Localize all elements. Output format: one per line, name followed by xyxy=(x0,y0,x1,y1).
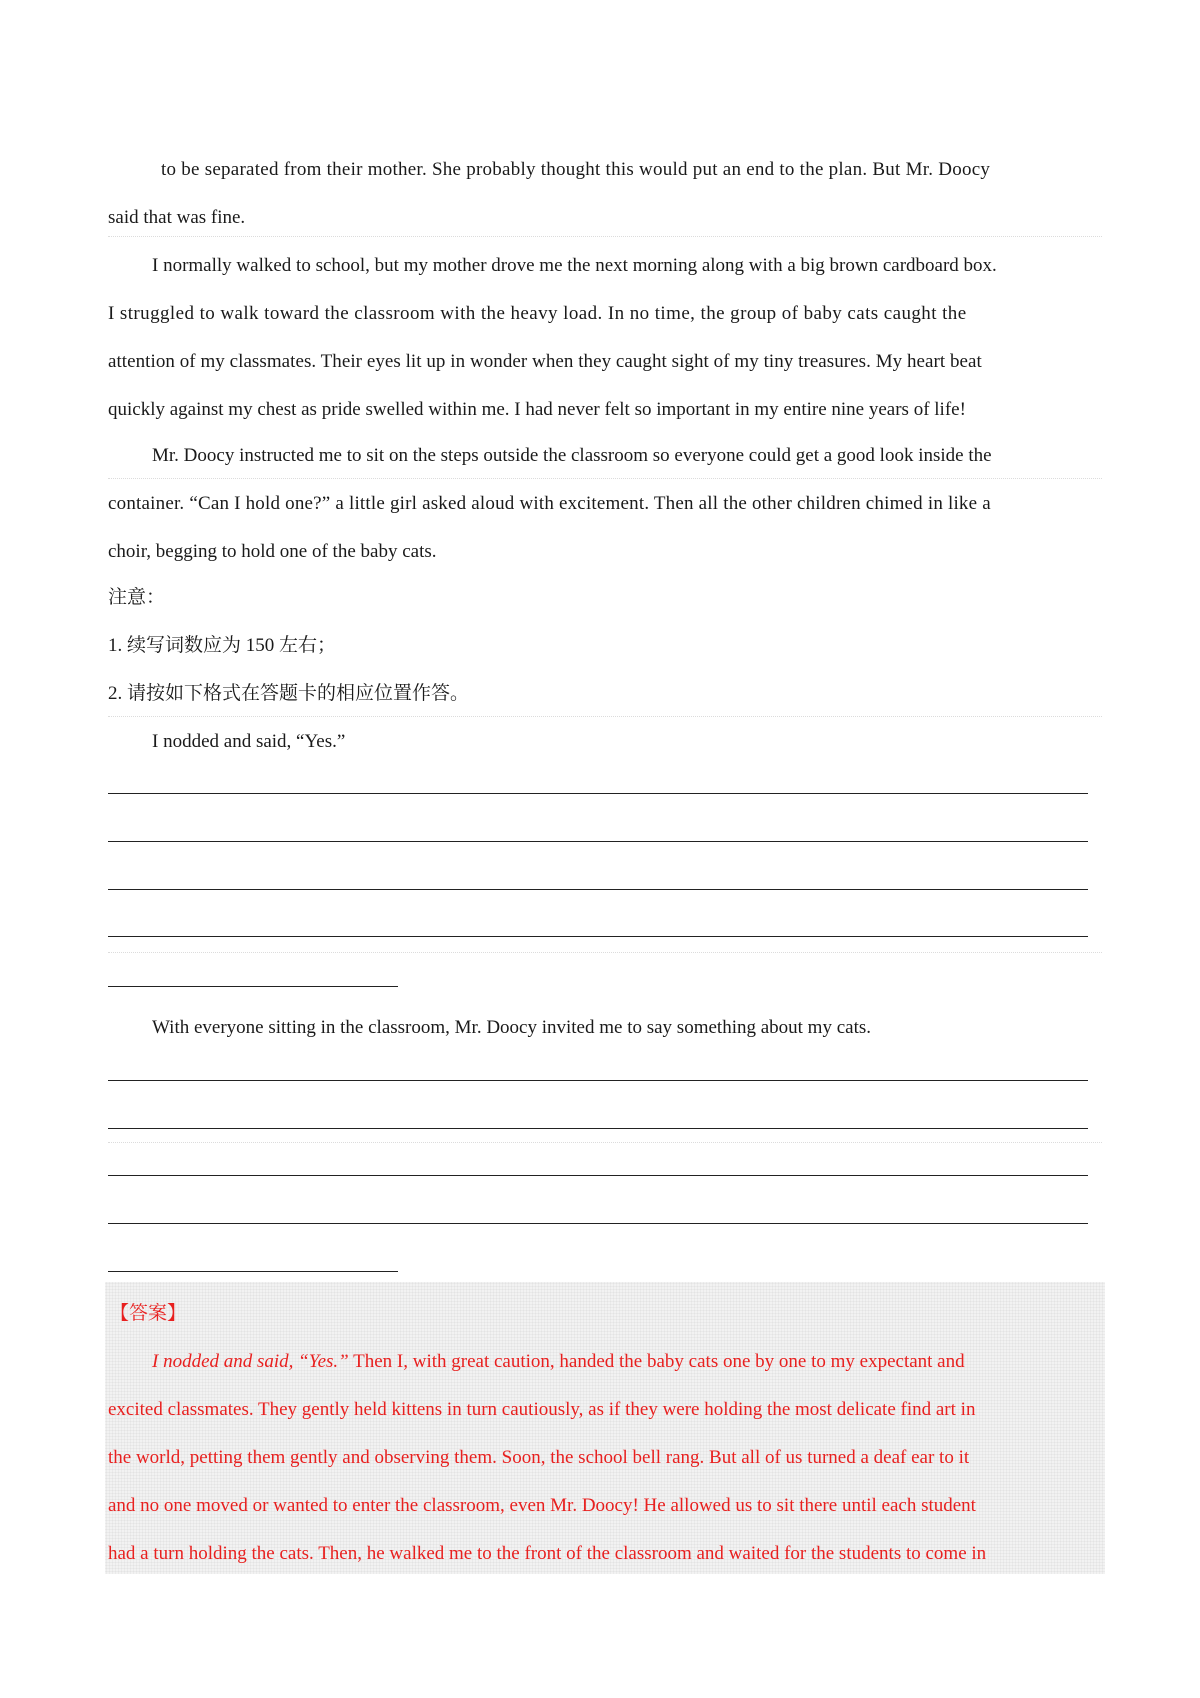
answer-blank-line xyxy=(108,889,1088,890)
dotted-divider xyxy=(108,478,1102,479)
notes-item: 1. 续写词数应为 150 左右； xyxy=(108,635,337,656)
dotted-divider xyxy=(108,236,1102,237)
passage-line: container. “Can I hold one?” a little girl asked aloud with excitement. Then all the other children chimed in like a xyxy=(108,493,991,514)
passage-line: I normally walked to school, but my mother drove me the next morning along with a big brown cardboard box. xyxy=(152,255,997,276)
answer-line: the world, petting them gently and observing them. Soon, the school bell rang. But all of us turned a deaf ear to it xyxy=(108,1447,970,1468)
answer-blank-line xyxy=(108,936,1088,937)
passage-line: choir, begging to hold one of the baby cats. xyxy=(108,541,437,562)
answer-line: and no one moved or wanted to enter the classroom, even Mr. Doocy! He allowed us to sit there until each student xyxy=(108,1495,976,1516)
passage-line xyxy=(161,158,1102,182)
answer-label: 【答案】 xyxy=(110,1303,187,1324)
answer-blank-line xyxy=(108,1128,1088,1129)
answer-line xyxy=(152,1350,965,1374)
continuation-prompt: With everyone sitting in the classroom, Mr. Doocy invited me to say something about my cats. xyxy=(152,1017,872,1038)
passage-line: I struggled to walk toward the classroom with the heavy load. In no time, the group of baby cats caught the xyxy=(108,303,967,324)
answer-blank-line xyxy=(108,1080,1088,1081)
passage-line: quickly against my chest as pride swelled within me. I had never felt so important in my entire nine years of life! xyxy=(108,399,966,420)
answer-line: excited classmates. They gently held kittens in turn cautiously, as if they were holding the most delicate find art in xyxy=(108,1399,976,1420)
dotted-divider xyxy=(108,952,1102,953)
dotted-divider xyxy=(108,716,1102,717)
notes-item: 2. 请按如下格式在答题卡的相应位置作答。 xyxy=(108,683,470,704)
continuation-prompt: I nodded and said, “Yes.” xyxy=(152,731,346,752)
answer-blank-line xyxy=(108,1223,1088,1224)
answer-blank-line xyxy=(108,1271,398,1272)
answer-blank-line xyxy=(108,1175,1088,1176)
answer-line: had a turn holding the cats. Then, he walked me to the front of the classroom and waited for the students to come in xyxy=(108,1543,987,1564)
notes-heading: 注意： xyxy=(108,587,166,608)
answer-blank-line xyxy=(108,986,398,987)
passage-text: to be separated from their mother. She probably thought this would put an end to the plan. But Mr. Doocy xyxy=(161,159,991,180)
passage-line: attention of my classmates. Their eyes lit up in wonder when they caught sight of my tiny treasures. My heart beat xyxy=(108,351,982,372)
passage-line: Mr. Doocy instructed me to sit on the steps outside the classroom so everyone could get a good look inside the xyxy=(152,445,992,466)
dotted-divider xyxy=(108,1142,1102,1143)
answer-blank-line xyxy=(108,793,1088,794)
answer-text: Then I, with great caution, handed the baby cats one by one to my expectant and xyxy=(348,1351,965,1372)
answer-lead-italic: I nodded and said, “Yes.” xyxy=(152,1351,349,1372)
passage-line: said that was fine. xyxy=(108,207,246,228)
answer-blank-line xyxy=(108,841,1088,842)
answer-highlight xyxy=(105,1282,1105,1574)
